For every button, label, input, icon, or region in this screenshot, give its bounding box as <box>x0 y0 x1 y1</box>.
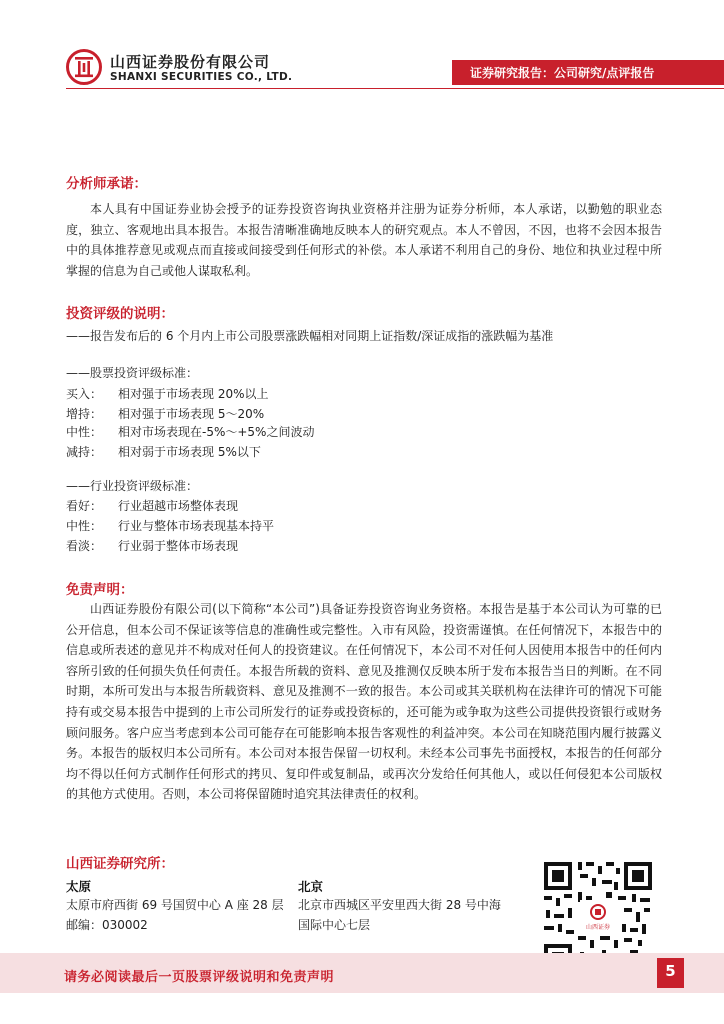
rating-basis: ——报告发布后的 6 个月内上市公司股票涨跌幅相对同期上证指数/深证成指的涨跌幅为基准 <box>66 329 554 343</box>
taiyuan-address: 太原市府西街 69 号国贸中心 A 座 28 层 <box>66 898 284 912</box>
page-number: 5 <box>665 962 676 980</box>
taiyuan-postcode: 邮编：030002 <box>66 918 148 932</box>
company-name-cn: 山西证券股份有限公司 <box>110 53 271 71</box>
rating-desc-overweight: 相对强于市场表现 5～20% <box>118 407 265 421</box>
disclaimer-body: 山西证券股份有限公司(以下简称“本公司”)具备证券投资咨询业务资格。本报告是基于本公司认为可靠的已公开信息，但本公司不保证该等信息的准确性或完整性。入市有风险，投资需谨慎。在任何情况下，本报告中的信息或所表述的意见并不构成对任何人的投资建议。在任何情况下，本公司不对任何人因使用本报告中的任何内容所引致的任何损失负任何责任。本报告所载的资料、意见及推测仅反映本所于发布本报告当日的判断。在不同时期，本所可发出与本报告所载资料、意见及推测不一致的报告。本公司或其关联机构在法律许可的情况下可能持有或交易本报告中提到的上市公司所发行的证券或投资标的，还可能为或争取为这些公司提供投资银行或财务顾问服务。客户应当考虑到本公司可能存在可能影响本报告客观性的利益冲突。本公司在知晓范围内履行披露义务。本报告的版权归本公司所有。本公司对本报告保留一切权利。未经本公司事先书面授权，本报告的任何部分均不得以任何方式制作任何形式的拷贝、复印件或复制品，或再次分发给任何其他人，或以任何侵犯本公司版权的其他方式使用。否则，本公司将保留随时追究其法律责任的权利。 <box>66 602 662 802</box>
rating-label-neutral: 中性： <box>66 425 103 439</box>
rating-label-overweight: 增持： <box>66 407 103 421</box>
beijing-address-line1: 北京市西城区平安里西大街 28 号中海 <box>298 898 501 912</box>
industry-desc-positive: 行业超越市场整体表现 <box>118 499 239 513</box>
taiyuan-city: 太原 <box>66 879 92 894</box>
rating-label-underweight: 减持： <box>66 445 103 459</box>
industry-label-positive: 看好： <box>66 499 103 513</box>
analyst-commitment-title: 分析师承诺： <box>66 176 147 192</box>
page-header <box>0 0 724 95</box>
stock-rating-header: ——股票投资评级标准： <box>66 366 199 380</box>
header-divider <box>66 88 724 89</box>
rating-desc-neutral: 相对市场表现在-5%～+5%之间波动 <box>118 425 315 439</box>
industry-label-neutral: 中性： <box>66 519 103 533</box>
disclaimer-title: 免责声明： <box>66 582 134 598</box>
institute-title: 山西证券研究所： <box>66 856 174 872</box>
rating-label-buy: 买入： <box>66 387 103 401</box>
industry-desc-neutral: 行业与整体市场表现基本持平 <box>118 519 275 533</box>
industry-desc-negative: 行业弱于整体市场表现 <box>118 539 239 553</box>
footer-notice: 请务必阅读最后一页股票评级说明和免责声明 <box>64 970 335 985</box>
rating-explanation-title: 投资评级的说明： <box>66 306 174 322</box>
beijing-city: 北京 <box>298 879 324 894</box>
qr-center-label: 山西证券 <box>585 924 611 931</box>
analyst-commitment-body: 本人具有中国证券业协会授予的证券投资咨询执业资格并注册为证券分析师，本人承诺，以勤勉的职业态度，独立、客观地出具本报告。本报告清晰准确地反映本人的研究观点。本人不曾因，不因，也将不会因本报告中的具体推荐意见或观点而直接或间接受到任何形式的补偿。本人承诺不利用自己的身份、地位和执业过程中所掌握的信息为自己或他人谋取私利。 <box>66 202 662 278</box>
rating-desc-buy: 相对强于市场表现 20%以上 <box>118 387 269 401</box>
company-name-en: SHANXI SECURITIES CO., LTD. <box>110 71 293 83</box>
rating-desc-underweight: 相对弱于市场表现 5%以下 <box>118 445 261 459</box>
industry-label-negative: 看淡： <box>66 539 103 553</box>
industry-rating-header: ——行业投资评级标准： <box>66 479 199 493</box>
company-logo-icon <box>66 49 102 85</box>
beijing-address-line2: 国际中心七层 <box>298 918 371 932</box>
report-type: 证券研究报告：公司研究/点评报告 <box>470 66 655 80</box>
